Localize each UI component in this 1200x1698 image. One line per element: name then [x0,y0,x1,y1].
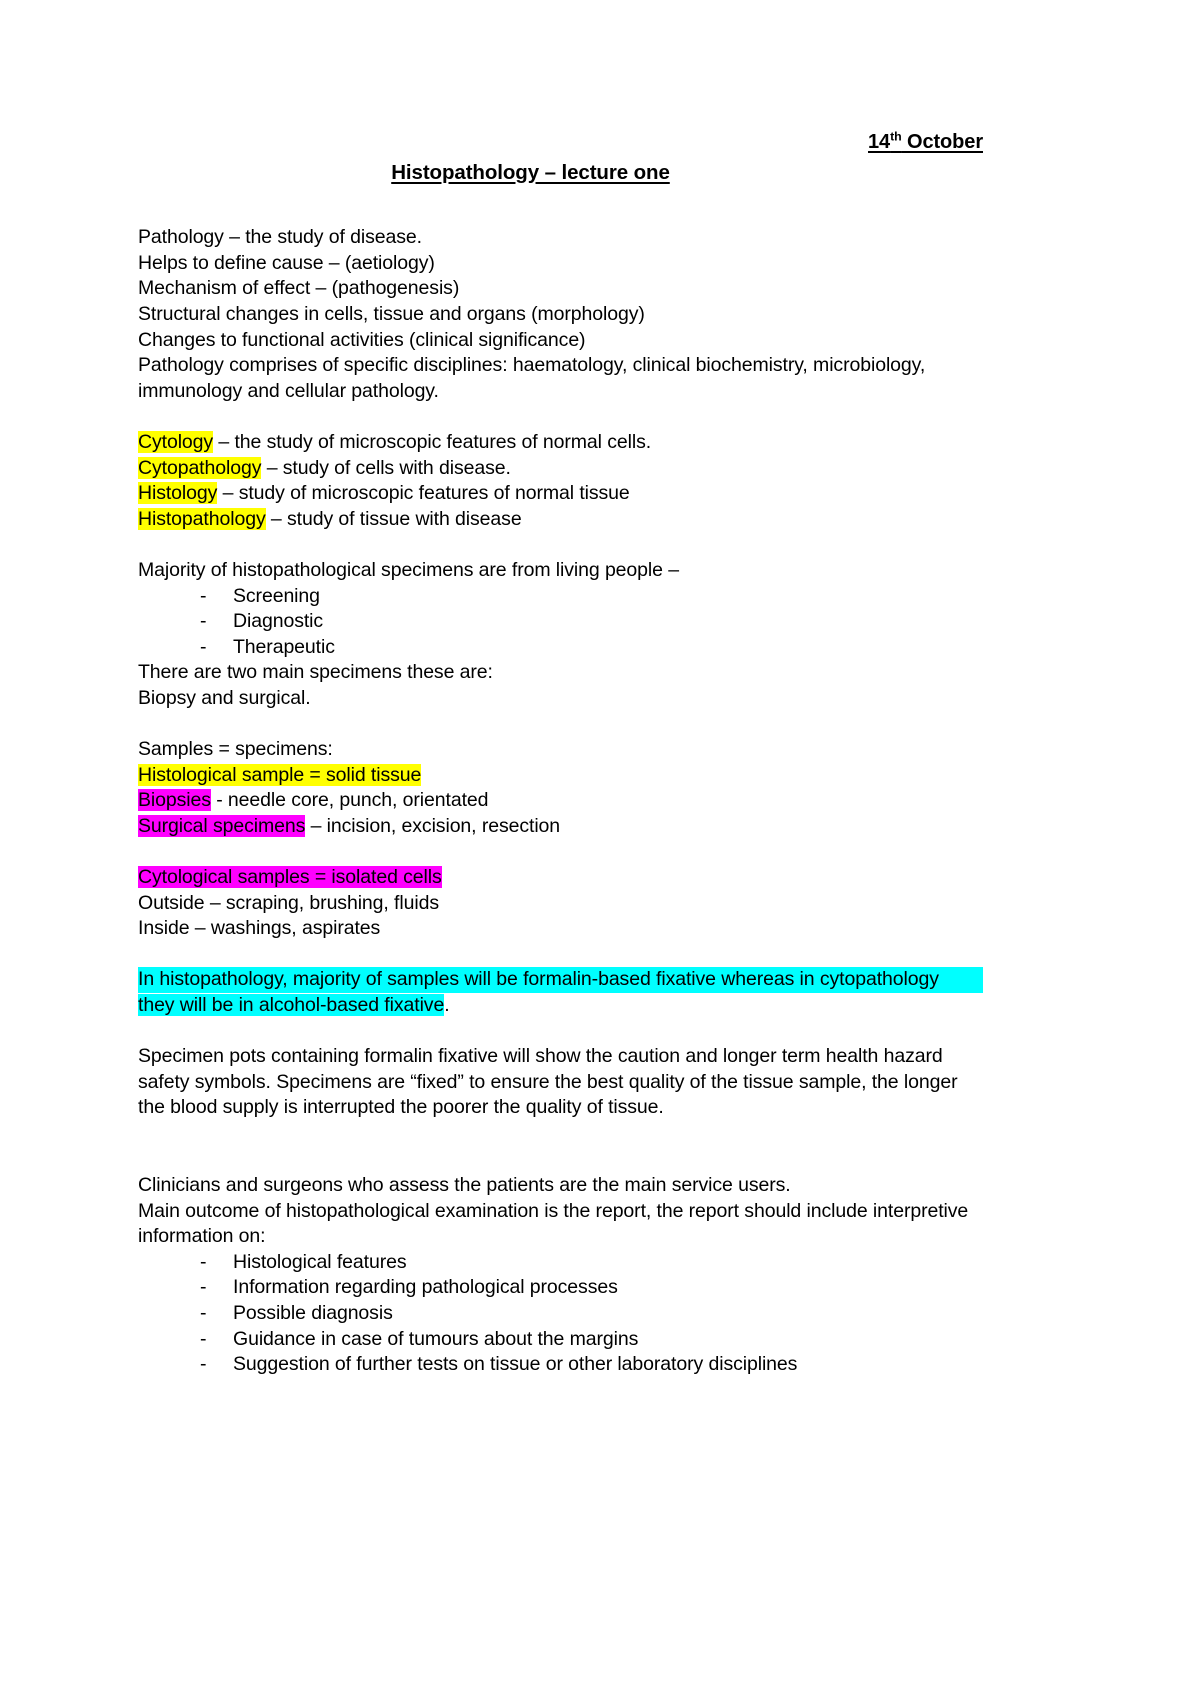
list-item [168,1327,983,1353]
definition-row-1 [138,456,983,482]
report-bullet-list [168,1250,983,1378]
intro-line-3: Structural changes in cells, tissue and organs (morphology) [138,302,645,325]
definition-term-2: Histology [138,482,218,505]
fixative-note-line-1: In histopathology, majority of samples will be formalin-based fixative whereas in cytopathology [138,967,983,993]
dash-marker-icon: - [200,635,207,658]
definition-rest-0: – the study of microscopic features of normal cells. [213,430,652,453]
sample-row-1 [138,788,983,814]
document-date [138,130,983,156]
spacer [138,711,983,737]
definition-row-0 [138,430,983,456]
spacer [138,839,983,865]
list-item [168,1301,983,1327]
list-item-label: Information regarding pathological processes [233,1276,618,1299]
page-title-text: Histopathology – lecture one [391,160,670,184]
intro-line-2: Mechanism of effect – (pathogenesis) [138,277,460,300]
specimens-after-line-1: Biopsy and surgical. [138,686,311,709]
dash-marker-icon: - [200,1353,207,1376]
list-item-label: Histological features [233,1250,407,1273]
specimen-pots-paragraph: Specimen pots containing formalin fixative will show the caution and longer term health hazard safety symbols. Specimens are “fixed” to ensure the best quality of the tissue sample, the longer the blood supply is interrupted the poorer the quality of tissue. [138,1045,958,1119]
definition-term-0: Cytology [138,430,214,453]
fixative-note-tail: . [444,994,450,1016]
spacer [138,942,983,968]
definition-rest-2: – study of microscopic features of normal tissue [217,482,630,505]
dash-marker-icon: - [200,584,207,607]
sample-rest-2: – incision, excision, resection [305,814,561,837]
date-month: October [901,131,983,153]
definition-rest-3: – study of tissue with disease [265,507,522,530]
dash-marker-icon: - [200,1276,207,1299]
cytological-row-1: Outside – scraping, brushing, fluids [138,891,439,914]
list-item [168,1250,983,1276]
sample-row-0 [138,763,983,789]
specimens-after-line-0: There are two main specimens these are: [138,661,493,684]
document-body [138,130,983,1378]
sample-term-1: Biopsies [138,789,211,812]
list-item-label: Screening [233,584,320,607]
cytological-row-0 [138,865,983,891]
spacer [138,532,983,558]
specimens-intro: Majority of histopathological specimens are from living people – [138,558,679,581]
list-item [168,1275,983,1301]
list-item-label: Guidance in case of tumours about the margins [233,1327,639,1350]
sample-row-2 [138,814,983,840]
intro-line-0: Pathology – the study of disease. [138,226,422,249]
list-item [168,1352,983,1378]
cytological-term-0: Cytological samples = isolated cells [138,866,442,889]
list-item-label: Therapeutic [233,635,335,658]
intro-paragraph: Pathology comprises of specific disciplines: haematology, clinical biochemistry, microbiology, immunology and cellular pathology. [138,354,926,402]
spacer [138,404,983,430]
cytological-row-2: Inside – washings, aspirates [138,917,381,940]
specimen-bullet-list [168,584,983,661]
list-item [168,609,983,635]
sample-term-2: Surgical specimens [138,814,306,837]
intro-line-4: Changes to functional activities (clinical significance) [138,328,586,351]
definition-rest-1: – study of cells with disease. [261,456,511,479]
list-item-label: Suggestion of further tests on tissue or other laboratory disciplines [233,1353,798,1376]
list-item [168,635,983,661]
list-item-label: Possible diagnosis [233,1301,393,1324]
intro-line-1: Helps to define cause – (aetiology) [138,251,435,274]
fixative-note-line-2: they will be in alcohol-based fixative [138,994,445,1016]
dash-marker-icon: - [200,610,207,633]
list-item-label: Diagnostic [233,610,324,633]
date-day: 14 [868,131,891,153]
sample-term-0: Histological sample = solid tissue [138,763,422,786]
dash-marker-icon: - [200,1327,207,1350]
dash-marker-icon: - [200,1250,207,1273]
date-ordinal: th [890,129,902,144]
sample-rest-1: - needle core, punch, orientated [210,789,489,812]
dash-marker-icon: - [200,1301,207,1324]
spacer [138,1121,983,1173]
report-paragraph: Main outcome of histopathological examination is the report, the report should include interpretive information on: [138,1199,969,1248]
definition-row-2 [138,481,983,507]
spacer [138,1019,983,1045]
samples-heading: Samples = specimens: [138,738,333,761]
fixative-note [138,967,983,1018]
service-users-line: Clinicians and surgeons who assess the patients are the main service users. [138,1173,791,1196]
page-title [138,160,923,186]
definition-term-1: Cytopathology [138,456,262,479]
definition-row-3 [138,507,983,533]
definition-term-3: Histopathology [138,507,266,530]
list-item [168,584,983,610]
